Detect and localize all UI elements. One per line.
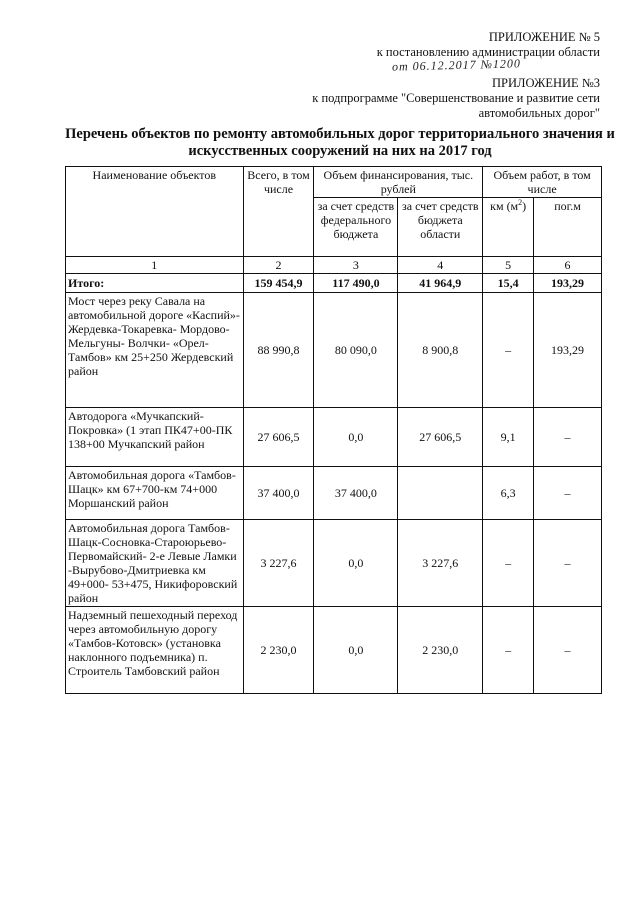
appendix3-reference: к подпрограмме "Совершенствование и развитие сети автомобильных дорог" (312, 91, 600, 120)
appendix3-label: ПРИЛОЖЕНИЕ №3 (491, 76, 600, 90)
handwritten-date-number: от 06.12.2017 №1200 (391, 56, 522, 74)
appendix5-label: ПРИЛОЖЕНИЕ № 5 (488, 30, 600, 44)
document-title: Перечень объектов по ремонту автомобильных дорог территориального значения и искусственных сооружений на них на 2017 год (65, 126, 615, 159)
header-regional-budget: за счет средств бюджета области (398, 198, 483, 257)
appendix5-reference: к постановлению администрации области (376, 45, 600, 59)
header-name: Наименование объектов (66, 167, 244, 257)
road-objects-table (65, 166, 602, 694)
column-index-row: 1 2 3 4 5 6 (66, 257, 602, 274)
table-row: Мост через реку Савала на автомобильной дороге «Каспий»- Жердевка-Токаревка- Мордово-Мельгуны- Волчки- «Орел-Тамбов» км 25+250 Жердевский район 88 990,8 80 090,0 8 900,8 – 193,29 (66, 293, 602, 408)
table-header-row (66, 167, 602, 198)
total-row: Итого: 159 454,9 117 490,0 41 964,9 15,4 193,29 (66, 274, 602, 293)
table-row: Автомобильная дорога Тамбов-Шацк-Сосновка-Староюрьево-Первомайский- 2-е Левые Ламки -Вырубово-Дмитриевка км 49+000- 53+475, Никифоровский район 3 227,6 0,0 3 227,6 – – (66, 520, 602, 607)
header-financing: Объем финансирования, тыс. рублей (314, 167, 483, 198)
header-work-volume: Объем работ, в том числе (483, 167, 602, 198)
table-row: Надземный пешеходный переход через автомобильную дорогу «Тамбов-Котовск» (установка наклонного подъемника) п. Строитель Тамбовский район 2 230,0 0,0 2 230,0 – – (66, 607, 602, 694)
header-federal-budget: за счет средств федерального бюджета (314, 198, 398, 257)
table-row: Автомобильная дорога «Тамбов- Шацк» км 67+700-км 74+000 Моршанский район 37 400,0 37 400,0 6,3 – (66, 467, 602, 520)
table-row: Автодорога «Мучкапский-Покровка» (1 этап ПК47+00-ПК 138+00 Мучкапский район 27 606,5 0,0 27 606,5 9,1 – (66, 408, 602, 467)
header-linear-m: пог.м (534, 198, 602, 257)
header-km: км $(м^2)$ (483, 198, 534, 257)
header-total: Всего, в том числе (243, 167, 314, 257)
